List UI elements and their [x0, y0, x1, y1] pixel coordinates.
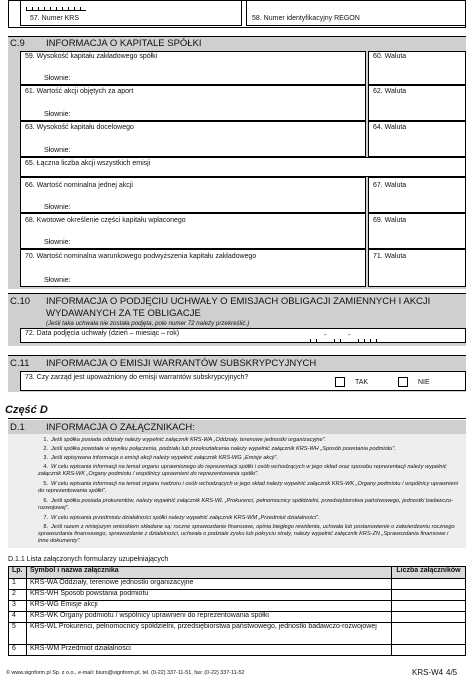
row-count-cell[interactable]: [392, 601, 466, 612]
row-name: KRS-WG Emisje akcji: [27, 601, 392, 612]
field-57-label: 57. Numer KRS: [30, 15, 80, 22]
row-name: KRS-WK Organy podmiotu / wspólnicy uprawnieni do reprezentowania spółki: [27, 612, 392, 623]
field-63-words: Słownie:: [44, 147, 71, 154]
section-d1-code: D.1: [10, 422, 25, 433]
section-c10-title-1: INFORMACJA O PODJĘCIU UCHWAŁY O EMISJACH OBLIGACJI ZAMIENNYCH I AKCJI: [46, 296, 431, 307]
row-count-cell[interactable]: [392, 612, 466, 623]
row-lp: 5: [9, 623, 27, 645]
field-72-sep-1: -: [324, 332, 327, 339]
annex-item-5-text: W celu wpisania informacji na temat organu nadzoru i osób wchodzących w jego skład należy wypełnić załącznik KRS-WK „Organy podmiotu / wspólnicy uprawnieni do reprezentowania spółki”.: [38, 481, 458, 495]
field-73-question: 73. Czy zarząd jest upoważniony do emisji warrantów subskrypcyjnych?: [25, 374, 249, 381]
annex-item-7: [38, 515, 458, 522]
row-count-cell[interactable]: [392, 645, 466, 656]
row-count-cell[interactable]: [392, 579, 466, 590]
row-name: KRS-WA Oddziały, terenowe jednostki organizacyjne: [27, 579, 392, 590]
row-lp: 1: [9, 579, 27, 590]
field-72-day-ticks: [310, 339, 322, 343]
annex-item-1-num: 1.: [43, 437, 48, 443]
annex-item-3-text: Jeśli wpisywana informacja o emisji akcji należy wypełnić załącznik KRS-WG „Emisje akcji”.: [51, 455, 278, 461]
checkbox-nie[interactable]: [398, 377, 408, 387]
section-c9-code: C.9: [10, 38, 25, 49]
section-c11-code: C.11: [10, 358, 30, 369]
footer-page-number: 4/5: [446, 668, 458, 677]
part-d-title: Część D: [5, 404, 48, 416]
annex-item-7-num: 7.: [43, 515, 48, 521]
field-60-label: 60. Waluta: [373, 53, 407, 60]
annex-item-1: [38, 437, 458, 444]
section-c10-note: (Jeśli taka uchwała nie została podjęta, pole numer 72 należy przekreślić.): [46, 320, 250, 327]
attachments-table: [8, 566, 466, 656]
field-72-sep-2: -: [348, 332, 351, 339]
field-59-words: Słownie:: [44, 75, 71, 82]
row-lp: 6: [9, 645, 27, 656]
annex-item-2-num: 2.: [43, 446, 48, 452]
annex-item-2-text: Jeśli spółka powstała w wyniku połączenia, podziału lub przekształcenia należy wypełnić załącznik KRS-WH „Sposób powstania podmiotu”.: [51, 446, 396, 452]
field-67-label: 67. Waluta: [373, 182, 407, 189]
table-row: [9, 601, 466, 612]
field-64-label: 64. Waluta: [373, 124, 407, 131]
section-d1-title: INFORMACJA O ZAŁĄCZNIKACH:: [46, 422, 195, 433]
field-65-label: 65. Łączna liczba akcji wszystkich emisji: [25, 160, 151, 167]
field-58-label: 58. Numer identyfikacyjny REGON: [252, 15, 360, 22]
section-c10-code: C.10: [10, 296, 31, 307]
col-lp: Lp.: [9, 567, 27, 579]
field-69-label: 69. Waluta: [373, 217, 407, 224]
annex-item-6-num: 6.: [43, 498, 48, 504]
annex-item-1-text: Jeśli spółka posiada oddziały należy wypełnić załącznik KRS-WA „Oddziały, terenowe jednostki organizacyjne”.: [51, 437, 327, 443]
row-name: KRS-WH Sposób powstania podmiotu: [27, 590, 392, 601]
checkbox-tak[interactable]: [335, 377, 345, 387]
attachments-header-row: [9, 567, 466, 579]
field-72-month-ticks: [334, 339, 346, 343]
field-66-label: 66. Wartość nominalna jednej akcji: [25, 182, 133, 189]
field-68-words: Słownie:: [44, 239, 71, 246]
row-name: KRS-WL Prokurenci, pełnomocnicy spółdzielni, przedsiębiorstwa państwowego, jednostki badawczo-rozwojowej: [27, 623, 392, 645]
table-row: [9, 612, 466, 623]
annex-item-3-num: 3.: [43, 455, 48, 461]
footer-form-code: KRS-W4: [412, 668, 444, 677]
field-66-words: Słownie:: [44, 204, 71, 211]
row-lp: 4: [9, 612, 27, 623]
annex-item-5: [38, 481, 458, 495]
annex-item-8: [38, 524, 458, 545]
field-72-label: 72. Data podjęcia uchwały (dzień – miesiąc – rok): [25, 330, 180, 337]
section-c11-title: INFORMACJA O EMISJI WARRANTÓW SUBSKRYPCYJNYCH: [46, 358, 317, 369]
section-c10-title-2: WYDAWANYCH ZA TE OBLIGACJE: [46, 308, 201, 319]
field-68-label: 68. Kwotowe określenie części kapitału wpłaconego: [25, 217, 186, 224]
annex-item-3: [38, 455, 458, 462]
field-61-label: 61. Wartość akcji objętych za aport: [25, 88, 134, 95]
footer-copyright: © www.signform.pl Sp. z o.o., e-mail: biuro@signform.pl, tel. (0-22) 337-11-51, fax: (0-22) 337-11-52: [6, 670, 245, 676]
field-71-label: 71. Waluta: [373, 253, 407, 260]
field-70-label: 70. Wartość nominalna warunkowego podwyższenia kapitału zakładowego: [25, 253, 257, 260]
annex-item-7-text: W celu wpisania przedmiotu działalności spółki należy wypełnić załącznik KRS-WM „Przedmiot działalności”.: [51, 515, 320, 521]
section-d11-title: D.1.1 Lista załączonych formularzy uzupełniających: [8, 556, 169, 563]
checkbox-tak-label: TAK: [355, 379, 369, 386]
row-count-cell[interactable]: [392, 590, 466, 601]
field-70-words: Słownie:: [44, 277, 71, 284]
field-72-year-ticks: [358, 339, 382, 343]
annex-item-6: [38, 498, 458, 512]
col-name: Symbol i nazwa załącznika: [27, 567, 392, 579]
annex-item-5-num: 5.: [43, 481, 48, 487]
checkbox-nie-label: NIE: [418, 379, 430, 386]
row-lp: 3: [9, 601, 27, 612]
annex-item-8-text: Jeśli razem z niniejszym wnioskiem składane są: roczne sprawozdanie finansowe, opinia biegłego rewidenta, uchwała lub postanowienie o zatwierdzeniu rocznego sprawozdania finansowego, sprawozdanie z działalności, uchwała o podziale zysku lub pokryciu straty, należy wypełnić załącznik KRS-ZN „Sprawozdania finansowe i inne dokumenty”.: [38, 524, 455, 545]
annex-item-2: [38, 446, 458, 453]
annex-item-6-text: Jeśli spółka posiada prokurentów, należy wypełnić załącznik KRS-WL „Prokurenci, pełnomocnicy spółdzielni, przedsiębiorstwa państwowego, jednostki badawczo-rozwojowej”.: [38, 498, 453, 512]
annex-item-4-num: 4.: [43, 464, 48, 470]
field-58-box[interactable]: [246, 0, 466, 26]
row-count-cell[interactable]: [392, 623, 466, 645]
table-row: [9, 590, 466, 601]
row-lp: 2: [9, 590, 27, 601]
field-57-box[interactable]: [20, 0, 242, 26]
krs-number-ticks: [26, 7, 86, 11]
field-59-label: 59. Wysokość kapitału zakładowego spółki: [25, 53, 158, 60]
annex-item-4-text: W celu wpisania informacji na temat organu uprawnionego do reprezentacji spółki i osób wchodzących w jego skład oraz sposobu reprezentacji należy wypełnić załącznik KRS-WK „Organy podmiotu / wspólnicy uprawnieni do reprezentowania spółki”.: [38, 464, 447, 478]
section-c9-title: INFORMACJA O KAPITALE SPÓŁKI: [46, 38, 202, 49]
field-62-label: 62. Waluta: [373, 88, 407, 95]
table-row: [9, 579, 466, 590]
field-63-label: 63. Wysokość kapitału docelowego: [25, 124, 134, 131]
col-count: Liczba załączników: [392, 567, 466, 579]
part-d-rule: [8, 418, 466, 419]
row-name: KRS-WM Przedmiot działalności: [27, 645, 392, 656]
field-61-words: Słownie:: [44, 111, 71, 118]
annex-item-4: [38, 464, 458, 478]
table-row: [9, 645, 466, 656]
annex-item-8-num: 8.: [43, 524, 48, 530]
table-row: [9, 623, 466, 645]
